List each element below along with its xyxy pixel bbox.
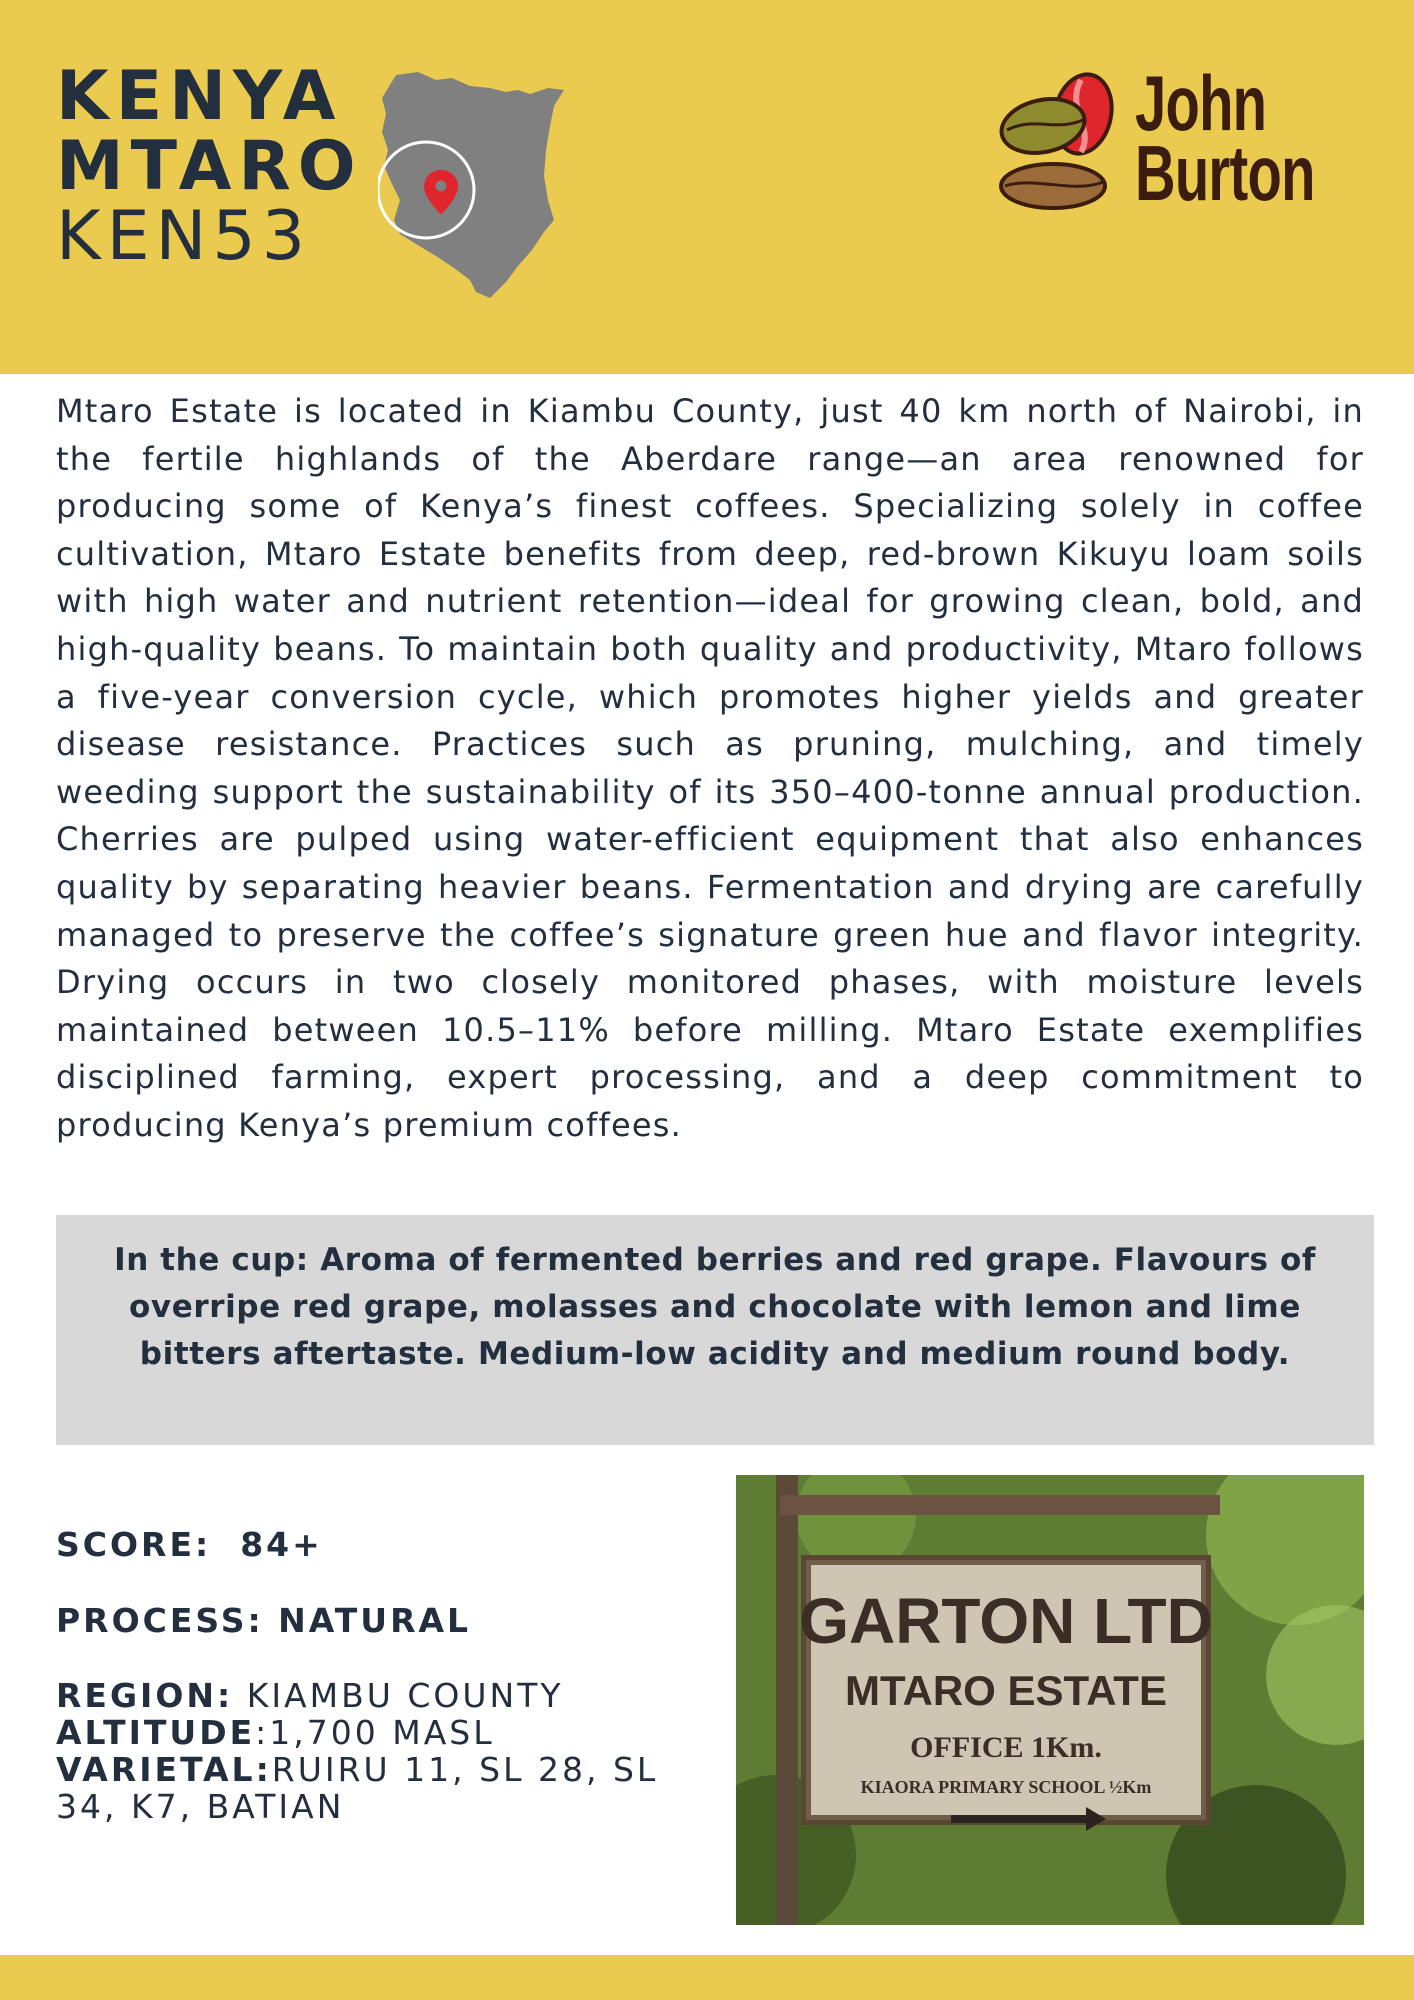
score-label: SCORE: [56, 1525, 212, 1564]
sign-text-line-3: OFFICE 1Km. [910, 1731, 1102, 1764]
altitude-line [56, 1714, 716, 1751]
title-block [56, 57, 363, 276]
varietal-value: RUIRU 11, SL 28, SL 34, K7, BATIAN [56, 1750, 659, 1826]
kenya-map-icon [378, 70, 578, 302]
footer-banner [0, 1955, 1414, 2000]
process-label: PROCESS: [56, 1601, 264, 1640]
coffee-beans-icon [995, 68, 1125, 218]
cup-notes-text: In the cup: Aroma of fermented berries and red grape. Flavours of overripe red grape, molasses and chocolate with lemon and lime bitters aftertaste. Medium-low acidity and medium round body. [114, 1242, 1316, 1372]
sign-text-line-2: MTARO ESTATE [845, 1667, 1167, 1714]
estate-description: Mtaro Estate is located in Kiambu County, just 40 km north of Nairobi, in the fertile highlands of the Aberdare range—an area renowned for producing some of Kenya’s finest coffees. Specializing solely in coffee cultivation, Mtaro Estate benefits from deep, red-brown Kikuyu loam soils with high water and nutrient retention—ideal for growing clean, bold, and high-quality beans. To maintain both quality and productivity, Mtaro follows a five-year conversion cycle, which promotes higher yields and greater disease resistance. Practices such as pruning, mulching, and timely weeding support the sustainability of its 350–400-tonne annual production. Cherries are pulped using water-efficient equipment that also enhances quality by separating heavier beans. Fermentation and drying are carefully managed to preserve the coffee’s signature green hue and flavor integrity. Drying occurs in two closely monitored phases, with moisture levels maintained between 10.5–11% before milling. Mtaro Estate exemplifies disciplined farming, expert processing, and a deep commitment to producing Kenya’s premium coffees. [56, 392, 1364, 1144]
lot-code: KEN53 [56, 197, 311, 276]
sign-text-line-4: KIAORA PRIMARY SCHOOL ½Km [860, 1777, 1152, 1797]
brand-line-1: John [1135, 59, 1267, 147]
origin-details [56, 1677, 716, 1825]
sign-text-line-1: GARTON LTD [799, 1585, 1213, 1657]
altitude-label: ALTITUDE [56, 1713, 256, 1752]
cup-notes-box [56, 1215, 1374, 1445]
estate-sign-photo [736, 1475, 1364, 1925]
region-label: REGION: [56, 1676, 234, 1715]
estate-title: MTARO [56, 127, 363, 206]
score-line [56, 1525, 323, 1564]
score-value: 84+ [240, 1525, 323, 1564]
region-line [56, 1677, 716, 1714]
region-value: KIAMBU COUNTY [246, 1676, 564, 1715]
header-banner [0, 0, 1414, 374]
process-value: NATURAL [278, 1601, 472, 1640]
process-line [56, 1601, 471, 1640]
altitude-value: :1,700 MASL [255, 1713, 495, 1752]
varietal-label: VARIETAL: [56, 1750, 272, 1789]
country-title: KENYA [56, 57, 343, 136]
varietal-line [56, 1751, 716, 1825]
john-burton-logo [995, 59, 1335, 218]
brand-wordmark [1135, 59, 1315, 217]
brand-line-2: Burton [1135, 129, 1315, 217]
